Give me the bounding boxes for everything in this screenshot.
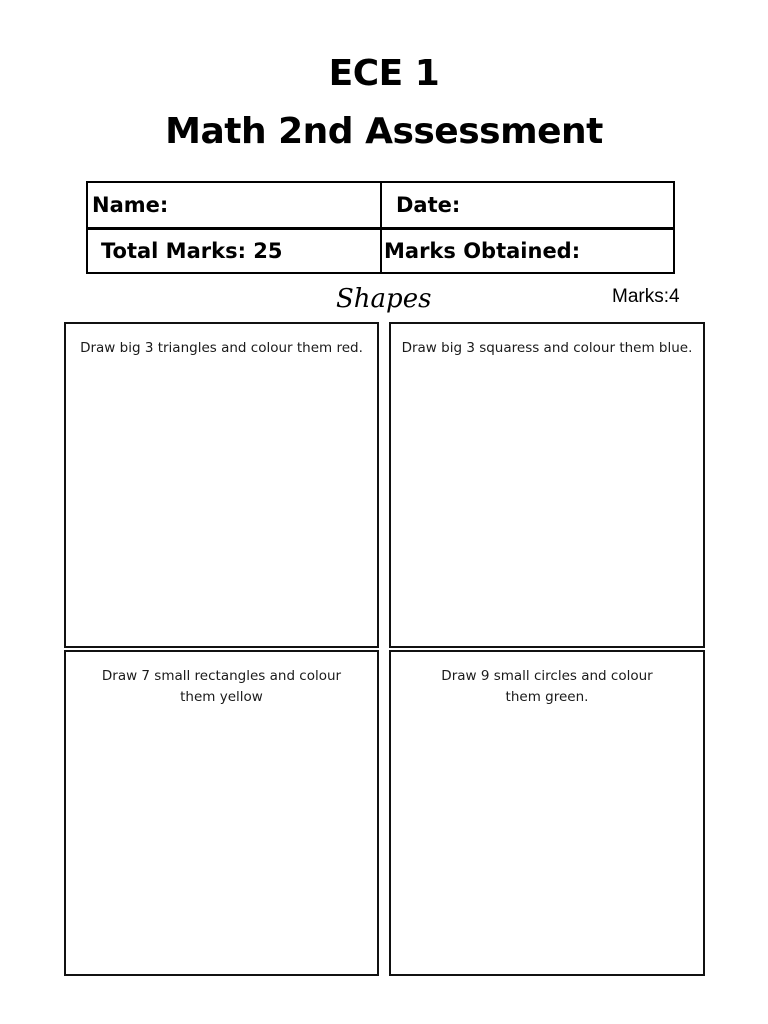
task-instruction: Draw 9 small circles and colour them green. (441, 668, 653, 705)
marks-obtained-label: Marks Obtained: (384, 239, 581, 263)
worksheet-assessment-title: Math 2nd Assessment (165, 111, 603, 152)
section-marks: Marks:4 (612, 286, 680, 307)
task-instruction: Draw big 3 triangles and colour them red. (80, 340, 363, 356)
date-label: Date: (396, 193, 461, 217)
name-label: Name: (92, 193, 169, 217)
worksheet-class-title: ECE 1 (328, 53, 440, 94)
student-info-table (86, 181, 675, 274)
table-column-divider (380, 183, 382, 272)
drawing-box-rectangles[interactable] (64, 650, 379, 976)
drawing-box-circles[interactable] (389, 650, 705, 976)
drawing-box-squares[interactable] (389, 322, 705, 648)
drawing-box-triangles[interactable] (64, 322, 379, 648)
section-title: Shapes (336, 284, 432, 314)
total-marks-label: Total Marks: 25 (101, 239, 283, 263)
task-instruction: Draw big 3 squaress and colour them blue. (401, 340, 693, 356)
task-instruction: Draw 7 small rectangles and colour them yellow (101, 668, 342, 705)
